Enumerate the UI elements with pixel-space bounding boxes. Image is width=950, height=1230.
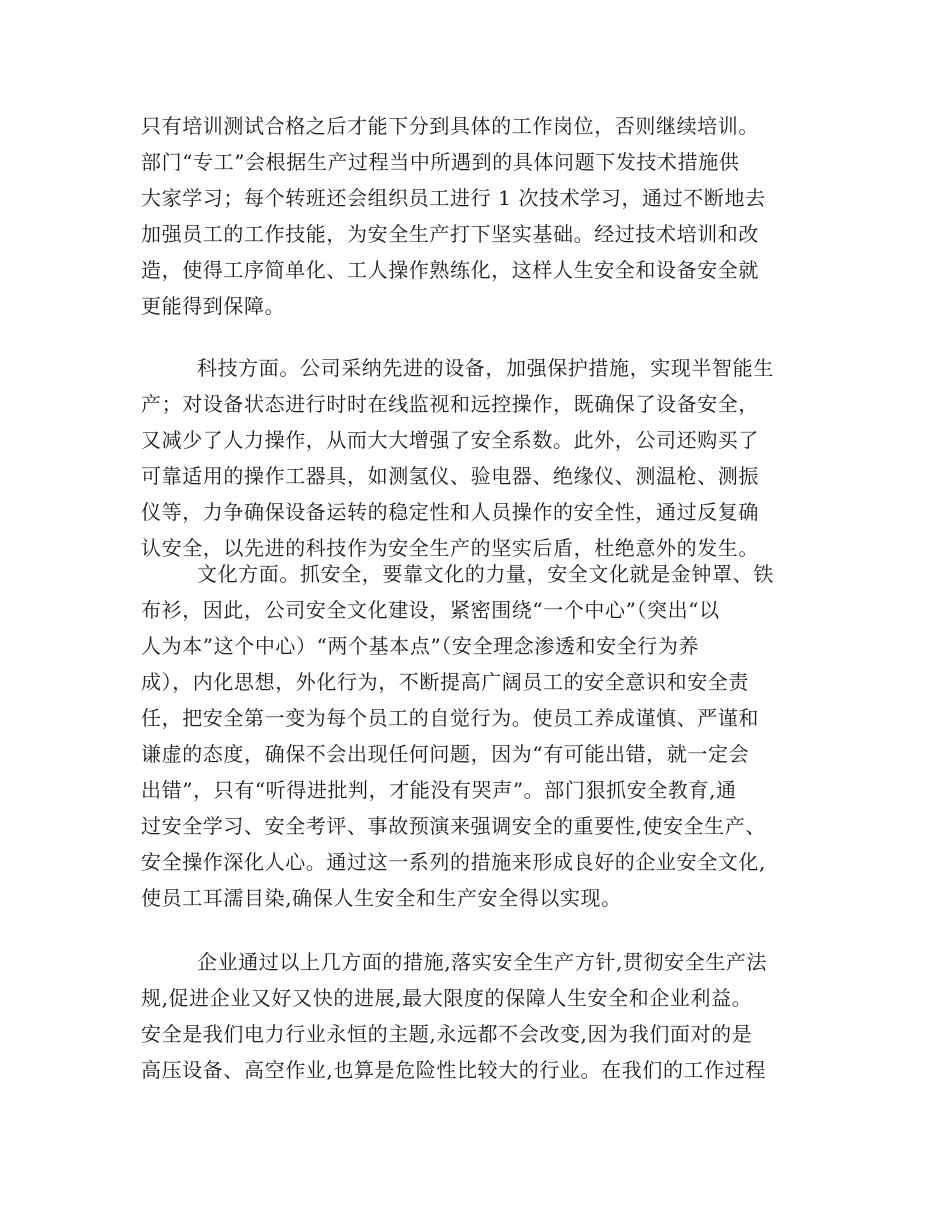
text-line: 安全是我们电力行业永恒的主题,永远都不会改变,因为我们面对的是	[141, 1022, 753, 1046]
text-line: 成），内化思想，外化行为，不断提高广阔员工的安全意识和安全责	[141, 670, 749, 694]
text-line: 仪等，力争确保设备运转的稳定性和人员操作的安全性，通过反复确	[141, 500, 759, 524]
text-line: 人为本”这个中心）“两个基本点”（安全理念渗透和安全行为养	[141, 634, 700, 658]
text-line: 出错”，只有“听得进批判，才能没有哭声”。部门狠抓安全教育,通	[141, 778, 737, 802]
text-line: 任，把安全第一变为每个员工的自觉行为。使员工养成谨慎、严谨和	[141, 706, 759, 730]
text-line: 大家学习；每个转班还会组织员工进行 1 次技术学习，通过不断地去	[141, 186, 766, 210]
text-line: 认安全，以先进的科技作为安全生产的坚实后盾，杜绝意外的发生。	[141, 536, 759, 560]
text-line: 部门“专工”会根据生产过程当中所遇到的具体问题下发技术措施供	[141, 150, 740, 174]
text-line: 科技方面。公司采纳先进的设备，加强保护措施，实现半智能生	[197, 356, 774, 380]
text-line: 更能得到保障。	[141, 294, 286, 318]
text-line: 又减少了人力操作，从而大大增强了安全系数。此外，公司还购买了	[141, 428, 759, 452]
text-line: 只有培训测试合格之后才能下分到具体的工作岗位，否则继续培训。	[141, 114, 759, 138]
text-line: 高压设备、高空作业,也算是危险性比较大的行业。在我们的工作过程	[141, 1058, 766, 1082]
paragraph-conclusion	[141, 944, 811, 1088]
paragraph-culture	[141, 556, 811, 916]
text-line: 造，使得工序简单化、工人操作熟练化，这样人生安全和设备安全就	[141, 258, 759, 282]
text-line: 加强员工的工作技能，为安全生产打下坚实基础。经过技术培训和改	[141, 222, 759, 246]
text-line: 安全操作深化人心。通过这一系列的措施来形成良好的企业安全文化,	[141, 850, 766, 874]
text-line: 规,促进企业又好又快的进展,最大限度的保障人生安全和企业利益。	[141, 986, 753, 1010]
text-line: 谦虚的态度，确保不会出现任何问题，因为“有可能出错，就一定会	[141, 742, 750, 766]
paragraph-training	[141, 108, 811, 324]
text-line: 过安全学习、安全考评、事故预演来强调安全的重要性,使安全生产、	[141, 814, 766, 838]
paragraph-technology	[141, 350, 811, 566]
text-line: 企业通过以上几方面的措施,落实安全生产方针,贯彻安全生产法	[197, 950, 768, 974]
text-line: 产；对设备状态进行时时在线监视和远控操作，既确保了设备安全，	[141, 392, 759, 416]
text-line: 使员工耳濡目染,确保人生安全和生产安全得以实现。	[141, 886, 622, 910]
text-line: 可靠适用的操作工器具，如测氢仪、验电器、绝缘仪、测温枪、测振	[141, 464, 759, 488]
text-line: 布衫，因此，公司安全文化建设，紧密围绕“一个中心”（突出“以	[141, 598, 720, 622]
text-line: 文化方面。抓安全，要靠文化的力量，安全文化就是金钟罩、铁	[197, 562, 774, 586]
